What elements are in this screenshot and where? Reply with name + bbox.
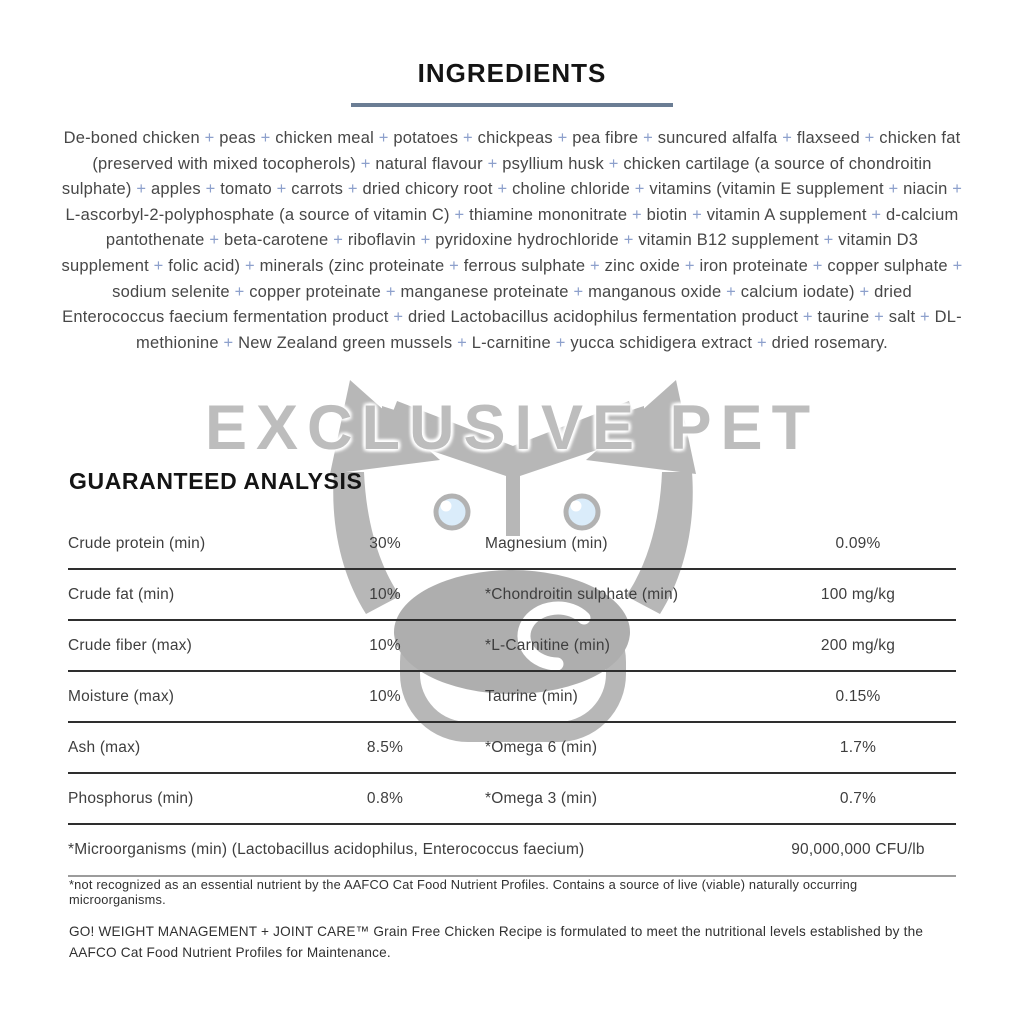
nutrient-label: *Microorganisms (min) (Lactobacillus acidophilus, Enterococcus faecium) xyxy=(68,841,585,858)
plus-separator: + xyxy=(360,154,371,173)
plus-separator: + xyxy=(888,180,899,199)
plus-separator: + xyxy=(136,180,147,199)
analysis-table xyxy=(68,519,956,877)
plus-separator: + xyxy=(378,129,389,147)
plus-separator: + xyxy=(590,256,600,275)
plus-separator: + xyxy=(393,308,404,327)
plus-separator: + xyxy=(333,231,344,250)
nutrient-value: 8.5% xyxy=(366,738,404,756)
plus-separator: + xyxy=(205,180,216,199)
nutrient-label: Crude fiber (max) xyxy=(68,636,192,654)
watermark-text: EXCLUSIVE PET xyxy=(204,393,820,463)
plus-separator: + xyxy=(812,256,823,275)
nutrient-value: 10% xyxy=(369,687,401,705)
nutrient-value: 90,000,000 CFU/lb xyxy=(791,841,925,858)
nutrient-value: 30% xyxy=(369,534,401,552)
plus-separator: + xyxy=(204,129,215,147)
plus-separator: + xyxy=(634,180,645,199)
plus-separator: + xyxy=(555,333,566,352)
plus-separator: + xyxy=(223,333,234,352)
plus-separator: + xyxy=(859,282,870,301)
nutrient-value: 0.8% xyxy=(366,789,404,807)
nutrient-value: 100 mg/kg xyxy=(820,585,896,603)
nutrient-value: 0.09% xyxy=(835,534,881,552)
nutrient-label: *Chondroitin sulphate (min) xyxy=(485,585,679,603)
analysis-table-row xyxy=(68,723,956,774)
nutrient-label: Crude fat (min) xyxy=(68,585,175,603)
plus-separator: + xyxy=(234,282,245,301)
plus-separator: + xyxy=(823,231,834,250)
plus-separator: + xyxy=(871,205,882,224)
nutrient-value: 10% xyxy=(369,585,401,603)
plus-separator: + xyxy=(497,180,508,199)
plus-separator: + xyxy=(952,256,963,275)
plus-separator: + xyxy=(457,333,467,352)
asterisk-footnote: *not recognized as an essential nutrient by the AAFCO Cat Food Nutrient Profiles. Contains a source of live (viable) naturally occurring microorganisms. xyxy=(69,877,858,907)
plus-separator: + xyxy=(608,154,619,173)
nutrient-value: 10% xyxy=(369,636,401,654)
ingredients-title: INGREDIENTS xyxy=(417,58,607,88)
nutrient-value: 1.7% xyxy=(839,738,877,756)
plus-separator: + xyxy=(726,282,736,301)
plus-separator: + xyxy=(782,129,793,147)
plus-separator: + xyxy=(449,256,459,275)
plus-separator: + xyxy=(952,180,963,199)
analysis-table-row xyxy=(68,621,956,672)
plus-separator: + xyxy=(209,231,220,250)
ingredients-text: De-boned chicken + peas + chicken meal + potatoes + chickpeas + pea fibre + suncured alfalfa + flaxseed + chicken fat (preserved with mixed tocopherols) + natural flavour + psyllium husk + chicken cartilage (a source of chondroitin sulphate) + apples + tomato + carrots + dried chicory root + choline chloride + vitamins (vitamin E supplement + niacin + L-ascorbyl-2-polyphosphate (a source of vitamin C) + thiamine mononitrate + biotin + vitamin A supplement + d-calcium pantothenate + beta-carotene + riboflavin + pyridoxine hydrochloride + vitamin B12 supplement + vitamin D3 supplement + folic acid) + minerals (zinc proteinate + ferrous sulphate + zinc oxide + iron proteinate + copper sulphate + sodium selenite + copper proteinate + manganese proteinate + manganous oxide + calcium iodate) + dried Enterococcus faecium fermentation product + dried Lactobacillus acidophilus fermentation product + taurine + salt + DL-methionine + New Zealand green mussels + L-carnitine + yucca schidigera extract + dried rosemary. xyxy=(61,129,963,352)
plus-separator: + xyxy=(864,129,875,147)
plus-separator: + xyxy=(276,180,287,199)
nutrient-label: Phosphorus (min) xyxy=(68,789,194,807)
plus-separator: + xyxy=(802,308,813,327)
plus-separator: + xyxy=(632,205,642,224)
plus-separator: + xyxy=(260,129,271,147)
plus-separator: + xyxy=(692,205,702,224)
plus-separator: + xyxy=(420,231,431,250)
plus-separator: + xyxy=(385,282,396,301)
nutrient-label: *L-Carnitine (min) xyxy=(485,636,611,654)
plus-separator: + xyxy=(756,333,767,352)
nutrient-label: Taurine (min) xyxy=(485,687,579,705)
plus-separator: + xyxy=(623,231,634,250)
guaranteed-analysis-title: GUARANTEED ANALYSIS xyxy=(69,468,363,494)
analysis-table-row xyxy=(68,519,956,570)
nutrient-label: Moisture (max) xyxy=(68,687,175,705)
ingredients-divider xyxy=(351,103,673,107)
plus-separator: + xyxy=(557,129,568,147)
plus-separator: + xyxy=(573,282,584,301)
plus-separator: + xyxy=(153,256,164,275)
plus-separator: + xyxy=(874,308,884,327)
nutrient-label: Crude protein (min) xyxy=(68,534,206,552)
nutrient-label: *Omega 6 (min) xyxy=(485,738,598,756)
analysis-table-row xyxy=(68,672,956,723)
plus-separator: + xyxy=(643,129,653,147)
plus-separator: + xyxy=(920,308,930,327)
nutrient-label: Ash (max) xyxy=(68,738,141,756)
plus-separator: + xyxy=(463,129,473,147)
analysis-table-row xyxy=(68,774,956,825)
nutrient-value: 0.7% xyxy=(839,789,877,807)
plus-separator: + xyxy=(487,154,498,173)
analysis-table-row xyxy=(68,570,956,621)
nutrient-label: Magnesium (min) xyxy=(485,534,608,552)
plus-separator: + xyxy=(347,180,358,199)
aafco-statement: GO! WEIGHT MANAGEMENT + JOINT CARE™ Grain Free Chicken Recipe is formulated to meet the nutritional levels established by the AAFCO Cat Food Nutrient Profiles for Maintenance. xyxy=(69,924,924,960)
plus-separator: + xyxy=(684,256,695,275)
microorganisms-row xyxy=(68,825,956,877)
plus-separator: + xyxy=(244,256,255,275)
nutrient-value: 0.15% xyxy=(835,687,881,705)
nutrient-value: 200 mg/kg xyxy=(820,636,896,654)
plus-separator: + xyxy=(454,205,465,224)
nutrient-label: *Omega 3 (min) xyxy=(485,789,598,807)
